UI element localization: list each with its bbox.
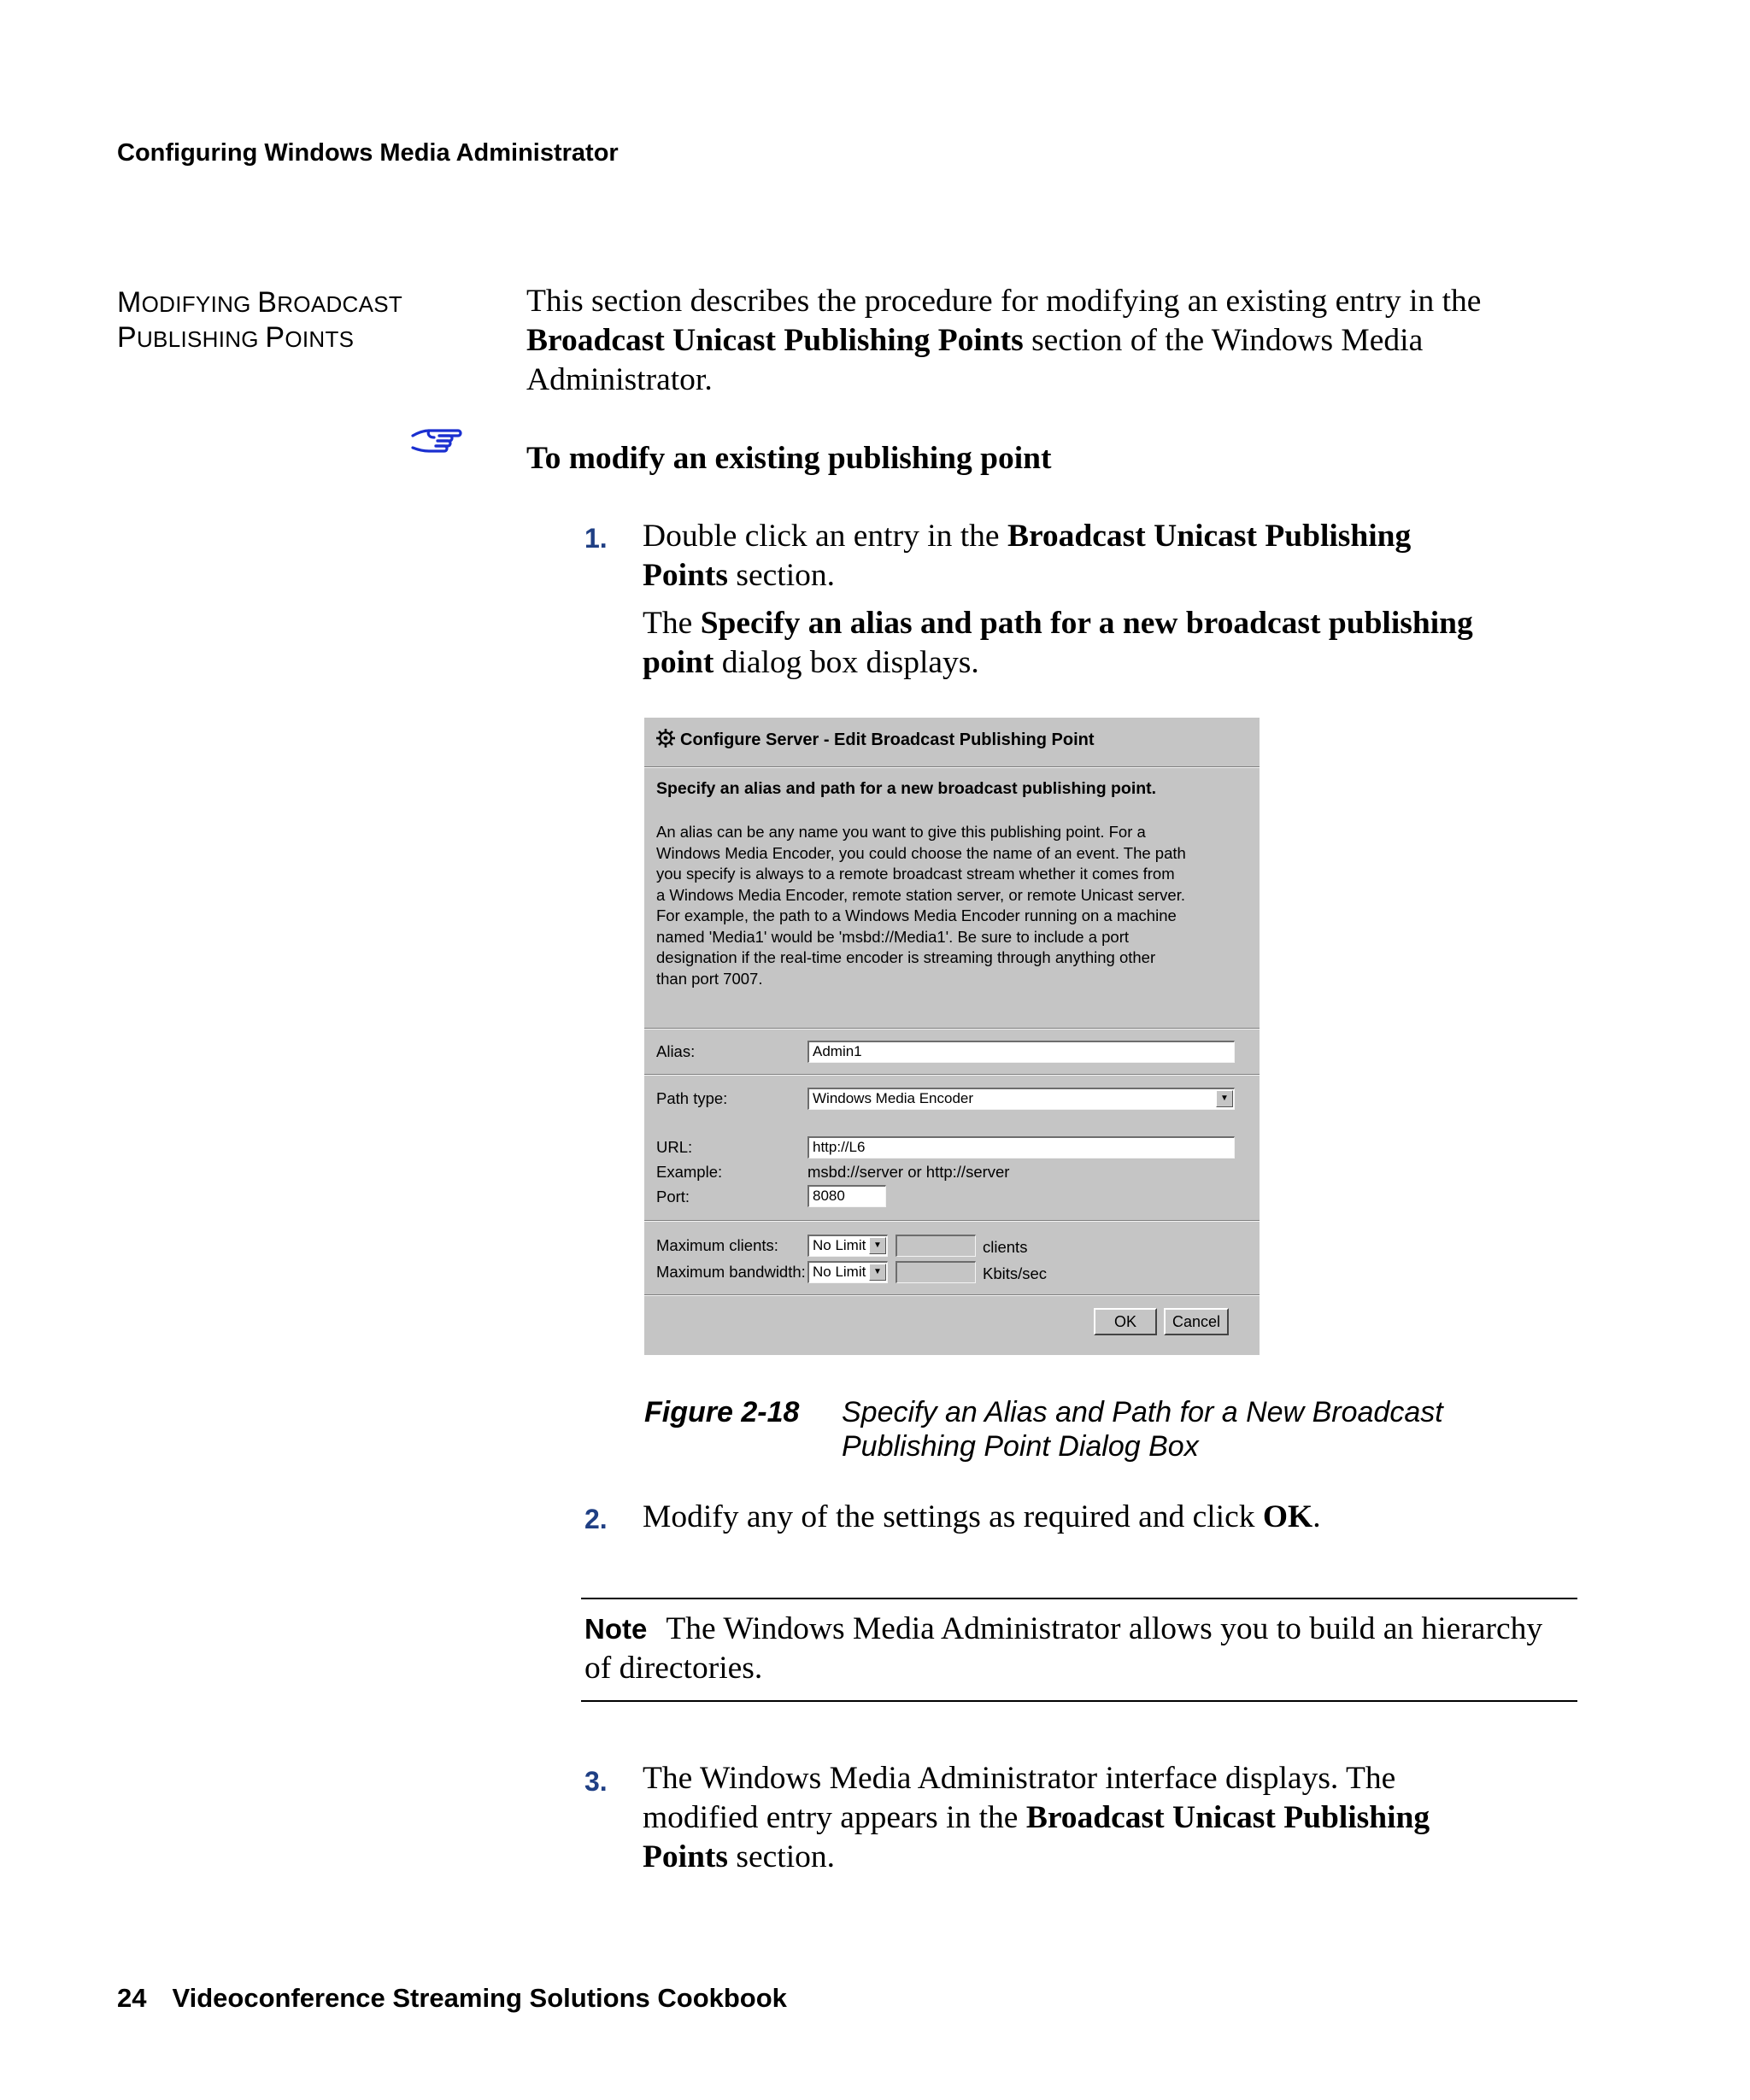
ok-button[interactable]: OK	[1094, 1308, 1157, 1335]
alias-input[interactable]: Admin1	[807, 1041, 1235, 1063]
figure-caption: Specify an Alias and Path for a New Broadcast Publishing Point Dialog Box	[842, 1396, 1443, 1463]
section-heading-line-2: PUBLISHING POINTS	[117, 321, 355, 354]
url-input[interactable]: http://L6	[807, 1136, 1235, 1159]
divider	[644, 1028, 1260, 1029]
step-1-number: 1.	[584, 523, 608, 554]
dialog-heading: Specify an alias and path for a new broadcast publishing point.	[656, 779, 1157, 798]
max-bandwidth-select[interactable]: No Limit ▼	[807, 1261, 888, 1283]
dialog-description: An alias can be any name you want to give this publishing point. For a Windows Media Encoder, you could choose the name of an event. The path you specify is always to a remote broadcast stream whether it comes from a Windows Media Encoder, remote station server, or remote Unicast server. For example, the path to a Windows Media Encoder running on a machine named 'Media1' would be 'msbd://Media1'. Be sure to include a port designation if the real-time encoder is streaming through anything other than port 7007.	[656, 823, 1186, 988]
dialog-screenshot	[644, 718, 1260, 1355]
max-bandwidth-input[interactable]	[896, 1261, 976, 1283]
figure-number: Figure 2-18	[644, 1396, 800, 1428]
running-head: Configuring Windows Media Administrator	[117, 139, 619, 167]
divider	[644, 766, 1260, 768]
clients-unit: clients	[983, 1238, 1028, 1256]
section-heading	[117, 286, 402, 356]
step-2-text: Modify any of the settings as required and click OK.	[643, 1499, 1321, 1534]
intro-paragraph: This section describes the procedure for modifying an existing entry in the Broadcast Unicast Publishing Points section of the Windows Media Administrator.	[526, 284, 1482, 397]
example-value: msbd://server or http://server	[807, 1163, 1010, 1181]
note-label: Note	[584, 1613, 648, 1645]
pointing-hand-icon	[410, 425, 463, 463]
page-number: 24	[117, 1983, 147, 2013]
procedure-title: To modify an existing publishing point	[526, 441, 1052, 476]
note-block	[584, 1610, 1567, 1688]
bandwidth-unit: Kbits/sec	[983, 1264, 1048, 1282]
divider	[644, 1220, 1260, 1222]
chevron-down-icon[interactable]: ▼	[869, 1237, 886, 1254]
max-bandwidth-label: Maximum bandwidth:	[656, 1263, 806, 1281]
step-2-number: 2.	[584, 1504, 608, 1534]
alias-label: Alias:	[656, 1042, 696, 1060]
page-footer	[117, 1983, 787, 2014]
note-top-rule	[581, 1598, 1577, 1599]
port-input[interactable]: 8080	[807, 1185, 886, 1207]
max-clients-label: Maximum clients:	[656, 1236, 778, 1254]
section-heading-line-1: MODIFYING BROADCAST	[117, 286, 403, 319]
server-gear-icon	[656, 729, 675, 748]
step-1-text: Double click an entry in the Broadcast Unicast Publishing Points section.	[643, 519, 1412, 593]
book-title: Videoconference Streaming Solutions Cookbook	[172, 1983, 787, 2013]
step-1-result: The Specify an alias and path for a new broadcast publishing point dialog box displays.	[643, 606, 1473, 680]
divider	[644, 1294, 1260, 1296]
max-clients-input[interactable]	[896, 1235, 976, 1257]
note-text: The Windows Media Administrator allows you to build an hierarchy of directories.	[584, 1611, 1543, 1686]
cancel-button[interactable]: Cancel	[1164, 1308, 1229, 1335]
chevron-down-icon[interactable]: ▼	[1216, 1090, 1233, 1107]
max-clients-select[interactable]: No Limit ▼	[807, 1235, 888, 1257]
divider	[644, 1074, 1260, 1076]
path-type-label: Path type:	[656, 1089, 728, 1107]
url-label: URL:	[656, 1138, 693, 1156]
path-type-select[interactable]: Windows Media Encoder ▼	[807, 1088, 1235, 1110]
chevron-down-icon[interactable]: ▼	[869, 1264, 886, 1281]
note-bottom-rule	[581, 1700, 1577, 1702]
dialog-title: Configure Server - Edit Broadcast Publishing Point	[656, 729, 1095, 750]
step-3-number: 3.	[584, 1766, 608, 1797]
example-label: Example:	[656, 1163, 723, 1181]
port-label: Port:	[656, 1188, 690, 1205]
step-3-text: The Windows Media Administrator interface displays. The modified entry appears in the Broadcast Unicast Publishing Points section.	[643, 1761, 1430, 1874]
